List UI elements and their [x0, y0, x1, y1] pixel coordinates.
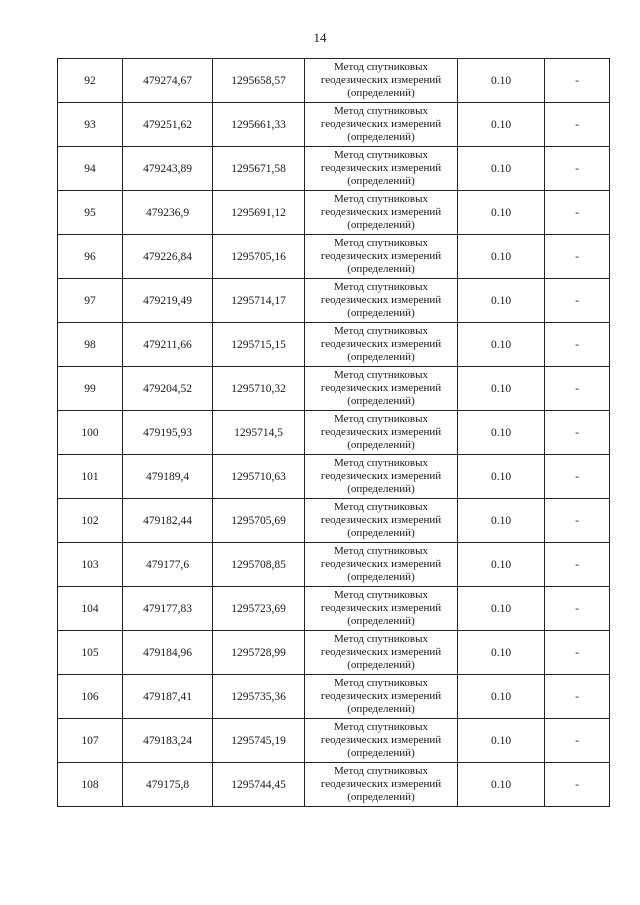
method-line: (определений)	[347, 175, 415, 187]
y-coordinate-cell: 1295708,85	[213, 543, 305, 587]
x-coordinate-cell: 479195,93	[123, 411, 213, 455]
method-line: (определений)	[347, 791, 415, 803]
note-cell: -	[545, 499, 610, 543]
table-row	[58, 279, 610, 323]
accuracy-cell: 0.10	[458, 103, 545, 147]
page-number: 14	[313, 30, 327, 45]
point-number-cell: 92	[58, 59, 123, 103]
method-line: геодезических измерений	[320, 734, 442, 746]
x-coordinate-cell: 479177,6	[123, 543, 213, 587]
x-coordinate-cell: 479219,49	[123, 279, 213, 323]
point-number-cell: 98	[58, 323, 123, 367]
x-coordinate-cell: 479243,89	[123, 147, 213, 191]
table-row	[58, 323, 610, 367]
method-line: (определений)	[347, 483, 415, 495]
table-row	[58, 719, 610, 763]
method-cell	[305, 235, 458, 279]
table-row	[58, 367, 610, 411]
method-cell	[305, 323, 458, 367]
method-line: Метод спутниковых	[334, 105, 428, 117]
table-row	[58, 411, 610, 455]
method-line: геодезических измерений	[320, 294, 442, 306]
method-cell	[305, 103, 458, 147]
method-line: Метод спутниковых	[334, 457, 428, 469]
x-coordinate-cell: 479251,62	[123, 103, 213, 147]
method-line: геодезических измерений	[320, 382, 442, 394]
accuracy-cell: 0.10	[458, 675, 545, 719]
point-number-cell: 107	[58, 719, 123, 763]
method-line: геодезических измерений	[320, 514, 442, 526]
accuracy-cell: 0.10	[458, 235, 545, 279]
method-line: (определений)	[347, 439, 415, 451]
x-coordinate-cell: 479183,24	[123, 719, 213, 763]
y-coordinate-cell: 1295705,16	[213, 235, 305, 279]
method-cell	[305, 631, 458, 675]
x-coordinate-cell: 479236,9	[123, 191, 213, 235]
accuracy-cell: 0.10	[458, 147, 545, 191]
method-line: Метод спутниковых	[334, 61, 428, 73]
method-line: (определений)	[347, 527, 415, 539]
point-number-cell: 97	[58, 279, 123, 323]
y-coordinate-cell: 1295671,58	[213, 147, 305, 191]
x-coordinate-cell: 479182,44	[123, 499, 213, 543]
note-cell: -	[545, 279, 610, 323]
table-row	[58, 631, 610, 675]
accuracy-cell: 0.10	[458, 719, 545, 763]
method-line: (определений)	[347, 615, 415, 627]
method-cell	[305, 191, 458, 235]
note-cell: -	[545, 147, 610, 191]
note-cell: -	[545, 587, 610, 631]
method-line: геодезических измерений	[320, 646, 442, 658]
point-number-cell: 100	[58, 411, 123, 455]
method-cell	[305, 147, 458, 191]
x-coordinate-cell: 479189,4	[123, 455, 213, 499]
note-cell: -	[545, 543, 610, 587]
method-line: геодезических измерений	[320, 74, 442, 86]
y-coordinate-cell: 1295691,12	[213, 191, 305, 235]
x-coordinate-cell: 479274,67	[123, 59, 213, 103]
method-line: Метод спутниковых	[334, 677, 428, 689]
note-cell: -	[545, 367, 610, 411]
y-coordinate-cell: 1295744,45	[213, 763, 305, 807]
method-cell	[305, 411, 458, 455]
note-cell: -	[545, 719, 610, 763]
point-number-cell: 96	[58, 235, 123, 279]
accuracy-cell: 0.10	[458, 499, 545, 543]
point-number-cell: 105	[58, 631, 123, 675]
method-line: геодезических измерений	[320, 778, 442, 790]
table-row	[58, 235, 610, 279]
accuracy-cell: 0.10	[458, 587, 545, 631]
note-cell: -	[545, 59, 610, 103]
x-coordinate-cell: 479175,8	[123, 763, 213, 807]
method-line: геодезических измерений	[320, 602, 442, 614]
method-line: геодезических измерений	[320, 426, 442, 438]
table-row	[58, 763, 610, 807]
coordinates-table	[57, 58, 610, 807]
accuracy-cell: 0.10	[458, 323, 545, 367]
table-row	[58, 191, 610, 235]
x-coordinate-cell: 479211,66	[123, 323, 213, 367]
table-row	[58, 543, 610, 587]
method-line: Метод спутниковых	[334, 325, 428, 337]
method-cell	[305, 59, 458, 103]
table-row	[58, 499, 610, 543]
y-coordinate-cell: 1295710,63	[213, 455, 305, 499]
table-row	[58, 103, 610, 147]
table-row	[58, 147, 610, 191]
method-line: геодезических измерений	[320, 338, 442, 350]
note-cell: -	[545, 455, 610, 499]
method-line: Метод спутниковых	[334, 589, 428, 601]
x-coordinate-cell: 479184,96	[123, 631, 213, 675]
accuracy-cell: 0.10	[458, 367, 545, 411]
y-coordinate-cell: 1295661,33	[213, 103, 305, 147]
y-coordinate-cell: 1295715,15	[213, 323, 305, 367]
method-line: (определений)	[347, 219, 415, 231]
y-coordinate-cell: 1295658,57	[213, 59, 305, 103]
note-cell: -	[545, 323, 610, 367]
note-cell: -	[545, 235, 610, 279]
method-cell	[305, 367, 458, 411]
accuracy-cell: 0.10	[458, 59, 545, 103]
table-row	[58, 587, 610, 631]
note-cell: -	[545, 763, 610, 807]
method-line: Метод спутниковых	[334, 369, 428, 381]
method-cell	[305, 587, 458, 631]
method-line: (определений)	[347, 131, 415, 143]
y-coordinate-cell: 1295710,32	[213, 367, 305, 411]
note-cell: -	[545, 103, 610, 147]
method-cell	[305, 763, 458, 807]
x-coordinate-cell: 479187,41	[123, 675, 213, 719]
point-number-cell: 102	[58, 499, 123, 543]
method-cell	[305, 279, 458, 323]
accuracy-cell: 0.10	[458, 279, 545, 323]
method-cell	[305, 719, 458, 763]
method-line: Метод спутниковых	[334, 281, 428, 293]
point-number-cell: 93	[58, 103, 123, 147]
table-row	[58, 455, 610, 499]
method-cell	[305, 543, 458, 587]
x-coordinate-cell: 479177,83	[123, 587, 213, 631]
point-number-cell: 95	[58, 191, 123, 235]
method-line: геодезических измерений	[320, 206, 442, 218]
coordinates-table-body	[58, 59, 610, 807]
accuracy-cell: 0.10	[458, 543, 545, 587]
method-line: геодезических измерений	[320, 162, 442, 174]
point-number-cell: 108	[58, 763, 123, 807]
method-line: Метод спутниковых	[334, 721, 428, 733]
method-line: Метод спутниковых	[334, 545, 428, 557]
y-coordinate-cell: 1295723,69	[213, 587, 305, 631]
method-line: Метод спутниковых	[334, 237, 428, 249]
table-row	[58, 675, 610, 719]
x-coordinate-cell: 479226,84	[123, 235, 213, 279]
point-number-cell: 94	[58, 147, 123, 191]
method-line: Метод спутниковых	[334, 413, 428, 425]
y-coordinate-cell: 1295728,99	[213, 631, 305, 675]
table-row	[58, 59, 610, 103]
point-number-cell: 101	[58, 455, 123, 499]
method-line: Метод спутниковых	[334, 501, 428, 513]
method-line: Метод спутниковых	[334, 149, 428, 161]
y-coordinate-cell: 1295735,36	[213, 675, 305, 719]
method-line: Метод спутниковых	[334, 193, 428, 205]
method-cell	[305, 675, 458, 719]
note-cell: -	[545, 675, 610, 719]
note-cell: -	[545, 191, 610, 235]
method-line: Метод спутниковых	[334, 633, 428, 645]
note-cell: -	[545, 411, 610, 455]
x-coordinate-cell: 479204,52	[123, 367, 213, 411]
point-number-cell: 106	[58, 675, 123, 719]
method-line: геодезических измерений	[320, 690, 442, 702]
accuracy-cell: 0.10	[458, 763, 545, 807]
method-line: геодезических измерений	[320, 118, 442, 130]
method-cell	[305, 499, 458, 543]
point-number-cell: 99	[58, 367, 123, 411]
accuracy-cell: 0.10	[458, 455, 545, 499]
method-line: (определений)	[347, 395, 415, 407]
method-line: (определений)	[347, 571, 415, 583]
method-line: (определений)	[347, 307, 415, 319]
y-coordinate-cell: 1295745,19	[213, 719, 305, 763]
note-cell: -	[545, 631, 610, 675]
point-number-cell: 103	[58, 543, 123, 587]
method-line: (определений)	[347, 87, 415, 99]
method-line: геодезических измерений	[320, 470, 442, 482]
y-coordinate-cell: 1295714,17	[213, 279, 305, 323]
method-cell	[305, 455, 458, 499]
y-coordinate-cell: 1295705,69	[213, 499, 305, 543]
point-number-cell: 104	[58, 587, 123, 631]
method-line: (определений)	[347, 263, 415, 275]
accuracy-cell: 0.10	[458, 411, 545, 455]
method-line: Метод спутниковых	[334, 765, 428, 777]
method-line: (определений)	[347, 351, 415, 363]
method-line: (определений)	[347, 747, 415, 759]
method-line: (определений)	[347, 659, 415, 671]
method-line: геодезических измерений	[320, 250, 442, 262]
accuracy-cell: 0.10	[458, 191, 545, 235]
method-line: геодезических измерений	[320, 558, 442, 570]
accuracy-cell: 0.10	[458, 631, 545, 675]
method-line: (определений)	[347, 703, 415, 715]
y-coordinate-cell: 1295714,5	[213, 411, 305, 455]
